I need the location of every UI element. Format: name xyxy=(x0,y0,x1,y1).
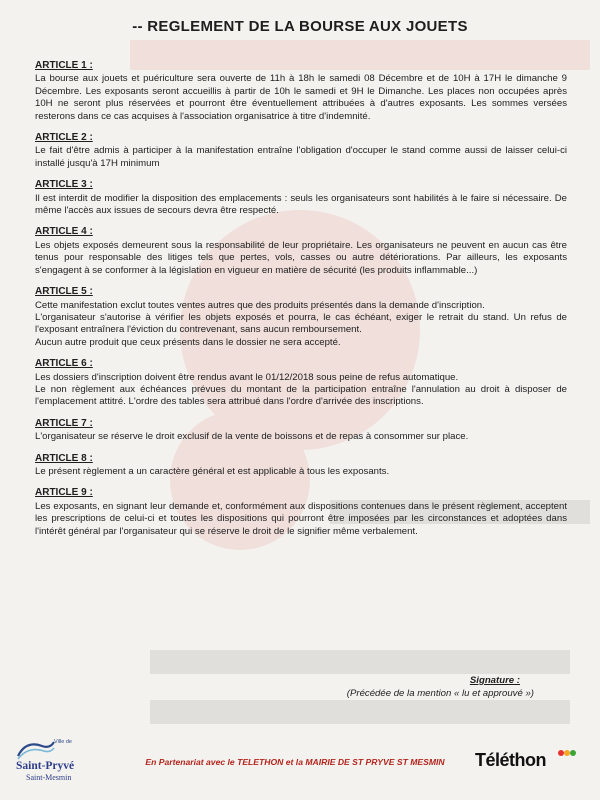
town-logo-icon xyxy=(16,736,56,760)
article-paragraph: Les exposants, en signant leur demande et, conformément aux dispositions contenues dans le présent règlement, acceptent les prescriptions de celui-ci et toutes les dispositions qui pourront être imposées par les circonstances et adoptées dans l'intérêt général par l'organisateur qui se réserve le droit de le signifier même verbalement. xyxy=(35,500,567,537)
article-paragraph: Aucun autre produit que ceux présents dans le dossier ne sera accepté. xyxy=(35,336,341,348)
article-heading: ARTICLE 7 : xyxy=(35,417,93,429)
telethon-logo xyxy=(475,750,585,780)
telethon-logo-text: Téléthon xyxy=(475,750,546,770)
article-6 xyxy=(35,358,567,409)
saint-pryve-logo xyxy=(14,736,104,792)
article-heading: ARTICLE 3 : xyxy=(35,179,93,191)
article-heading: ARTICLE 1 : xyxy=(35,60,93,71)
logo-town-name-2: Saint-Mesmin xyxy=(26,773,72,782)
partnership-text: En Partenariat avec le TELETHON et la MAIRIE DE ST PRYVE ST MESMIN xyxy=(145,757,445,767)
page-title: -- REGLEMENT DE LA BOURSE AUX JOUETS xyxy=(132,18,468,35)
article-paragraph: Le fait d'être admis à participer à la manifestation entraîne l'obligation d'occuper le stand comme aussi de laisser celui-ci installé jusqu'à 17H minimum xyxy=(35,145,567,169)
article-paragraph: Il est interdit de modifier la disposition des emplacements : seuls les organisateurs sont habilités à le faire si nécessaire. De même l'accès aux issues de secours devra être respecté. xyxy=(35,192,567,217)
article-paragraph: L'organisateur se réserve le droit exclusif de la vente de boissons et de repas à consommer sur place. xyxy=(35,431,469,443)
article-3 xyxy=(35,179,567,217)
article-8 xyxy=(35,453,567,479)
article-heading: ARTICLE 8 : xyxy=(35,452,93,464)
article-heading: ARTICLE 9 : xyxy=(35,487,93,499)
article-2 xyxy=(35,132,567,170)
article-5 xyxy=(35,286,567,349)
article-paragraph: Les objets exposés demeurent sous la responsabilité de leur propriétaire. Les organisateurs ne peuvent en aucun cas être tenus pour responsable des litiges tels que pertes, vols, casses ou autre détériorations. Par ailleurs, les exposants s'engagent à se conformer à la législation en vigueur en matière de sécurité (les produits inflammable...) xyxy=(35,239,567,276)
article-4 xyxy=(35,226,567,277)
articles-list xyxy=(35,60,567,547)
article-heading: ARTICLE 4 : xyxy=(35,226,93,238)
signature-mention: (Précédée de la mention « lu et approuvé ») xyxy=(346,688,534,699)
article-9 xyxy=(35,487,567,538)
article-7 xyxy=(35,418,567,444)
article-paragraph: Le non règlement aux échéances prévues du montant de la participation entraîne l'annulation au droit à disposer de l'emplacement attitré. L'ordre des tables sera attribué dans l'ordre d'arrivée des inscriptions. xyxy=(35,383,567,408)
article-paragraph: Le présent règlement a un caractère général et est applicable à tous les exposants. xyxy=(35,465,390,477)
article-paragraph: L'organisateur s'autorise à vérifier les objets exposés et pourra, le cas échéant, exiger le retrait du stand. Un refus de l'exposant entraînera l'éviction du contrevenant, sans aucun remboursement. xyxy=(35,311,567,336)
article-paragraph: Les dossiers d'inscription doivent être rendus avant le 01/12/2018 sous peine de refus automatique. xyxy=(35,371,459,383)
article-heading: ARTICLE 6 : xyxy=(35,358,93,370)
article-paragraph: Cette manifestation exclut toutes ventes autres que des produits présentés dans la demande d'inscription. xyxy=(35,299,485,311)
article-paragraph: La bourse aux jouets et puériculture sera ouverte de 11h à 18h le samedi 08 Décembre et de 10H à 17H le dimanche 9 Décembre. Les exposants seront accueillis à partir de 10h le samedi et 9H le Dimanche. Les places non occupées après 10H ne seront plus réservées et pourront être éventuellement attribuées à d'autres exposants. Les sommes versées resterons dans ce cas acquises à l'association organisatrice à titre d'indemnité. xyxy=(35,73,567,122)
logo-town-name: Saint-Pryvé xyxy=(16,760,75,772)
logo-small-text: Ville de xyxy=(54,739,72,745)
article-heading: ARTICLE 5 : xyxy=(35,286,93,298)
article-heading: ARTICLE 2 : xyxy=(35,132,93,144)
telethon-dots-icon xyxy=(557,748,577,758)
signature-label: Signature : xyxy=(469,675,520,686)
signature-block xyxy=(347,674,534,700)
article-1 xyxy=(35,60,567,123)
